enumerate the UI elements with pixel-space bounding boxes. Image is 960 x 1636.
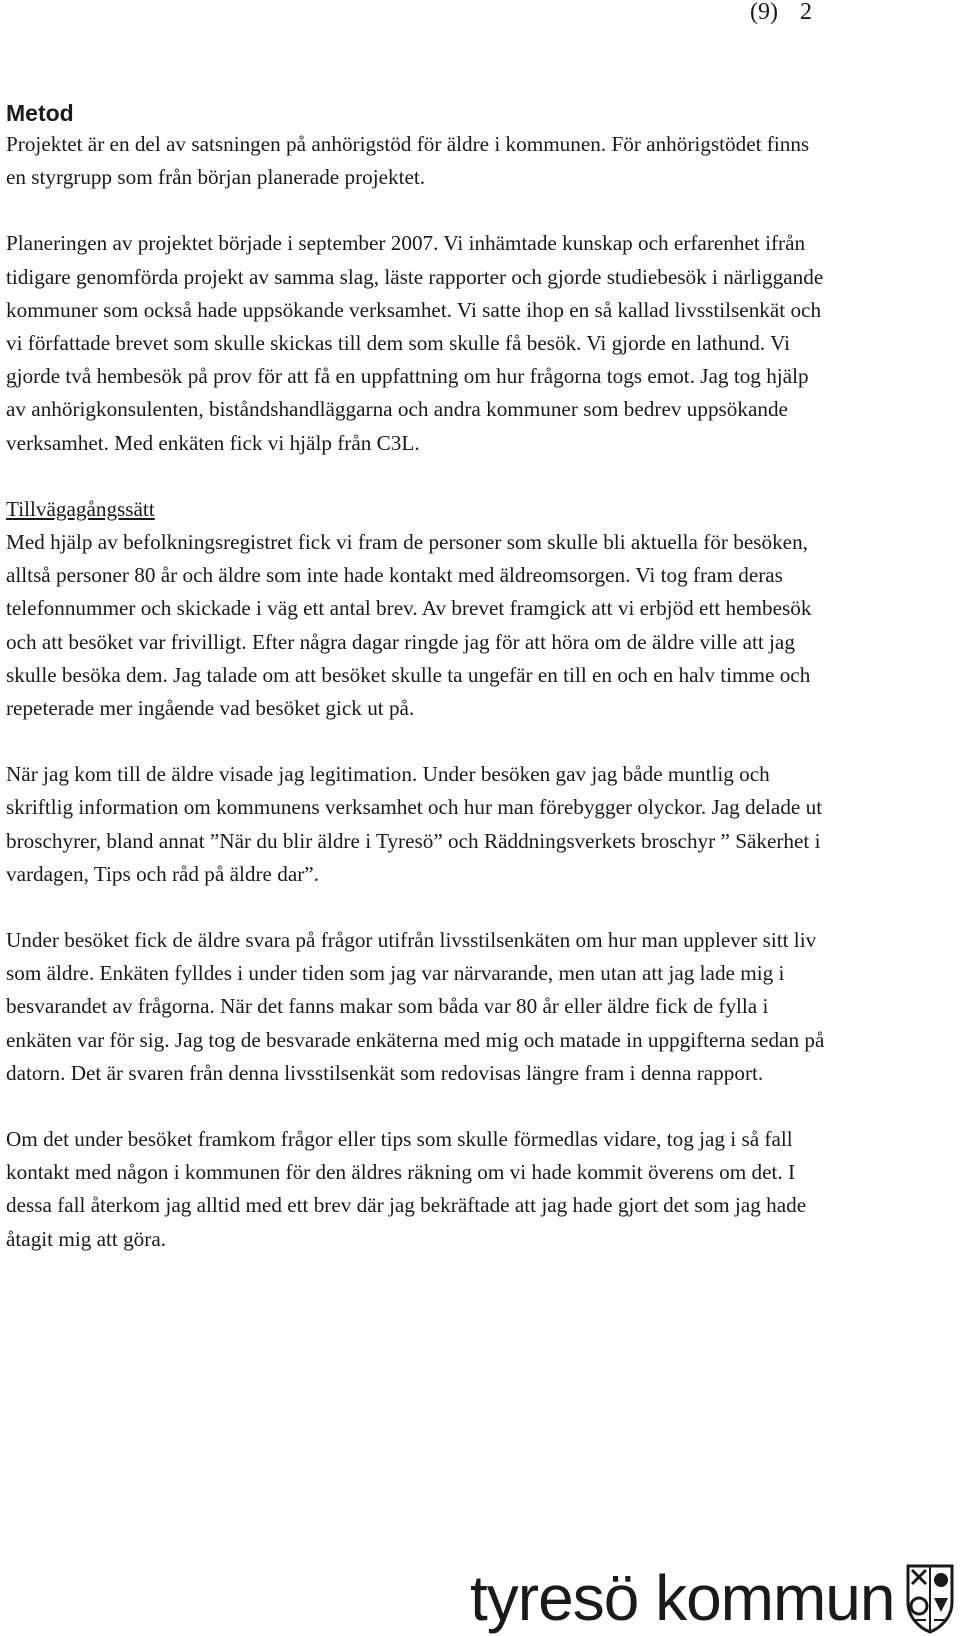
- document-body: [6, 98, 826, 1256]
- subheading-tillvagagangssatt: Tillvägagångssätt: [6, 496, 155, 521]
- page-number-right: 2: [800, 0, 812, 25]
- paragraph-followup: Om det under besöket framkom frågor eller tips som skulle förmedlas vidare, tog jag i så fall kontakt med någon i kommunen för den äldres räkning om vi hade kommit överens om det. I dessa fall återkom jag alltid med ett brev där jag bekräftade att jag hade gjort det som jag hade åtagit mig att göra.: [6, 1127, 807, 1251]
- paragraph-survey: Under besöket fick de äldre svara på frågor utifrån livsstilsenkäten om hur man upplever sitt liv som äldre. Enkäten fylldes i under tiden som jag var närvarande, men utan att jag lade mig i besvarandet av frågorna. När det fanns makar som båda var 80 år eller äldre fick de fylla i enkäten var för sig. Jag tog de besvarade enkäterna med mig och matade in uppgifterna sedan på datorn. Det är svaren från denna livsstilsenkät som redovisas längre fram i denna rapport.: [6, 928, 825, 1085]
- paragraph-visits: När jag kom till de äldre visade jag legitimation. Under besöken gav jag både muntlig och skriftlig information om kommunens verksamhet och hur man förebygger olyckor. Jag delade ut broschyrer, bland annat ”När du blir äldre i Tyresö” och Räddningsverkets broschyr ” Säkerhet i vardagen, Tips och råd på äldre dar”.: [6, 762, 823, 886]
- footer-logo: [470, 1560, 960, 1636]
- page-number-left: (9): [750, 0, 778, 25]
- paragraph-planning: Planeringen av projektet började i september 2007. Vi inhämtade kunskap och erfarenhet ifrån tidigare genomförda projekt av samma slag, läste rapporter och gjorde studiebesök i närliggande kommuner som också hade uppsökande verksamhet. Vi satte ihop en så kallad livsstilsenkät och vi författade brevet som skulle skickas till dem som skulle få besök. Vi gjorde en lathund. Vi gjorde två hembesök på prov för att få en uppfattning om hur frågorna togs emot. Jag tog hjälp av anhörigkonsulenten, biståndshandläggarna och andra kommuner som bedrev uppsökande verksamhet. Med enkäten fick vi hjälp från C3L.: [6, 231, 824, 455]
- section-heading-metod: Metod: [6, 100, 74, 126]
- page-number: [750, 0, 812, 24]
- paragraph-registry: Med hjälp av befolkningsregistret fick vi fram de personer som skulle bli aktuella för besöken, alltså personer 80 år och äldre som inte hade kontakt med äldreomsorgen. Vi tog fram deras telefonnummer och skickade i väg ett antal brev. Av brevet framgick att vi erbjöd ett hembesök och att besöket var frivilligt. Efter några dagar ringde jag för att höra om de äldre ville att jag skulle besöka dem. Jag talade om att besöket skulle ta ungefär en till en och en halv timme och repeterade mer ingående vad besöket gick ut på.: [6, 530, 812, 721]
- municipal-crest-icon: [904, 1562, 956, 1634]
- paragraph-intro: Projektet är en del av satsningen på anhörigstöd för äldre i kommunen. För anhörigstödet finns en styrgrupp som från början planerade projektet.: [6, 132, 810, 190]
- municipality-logo-text: tyresö kommun: [470, 1562, 895, 1634]
